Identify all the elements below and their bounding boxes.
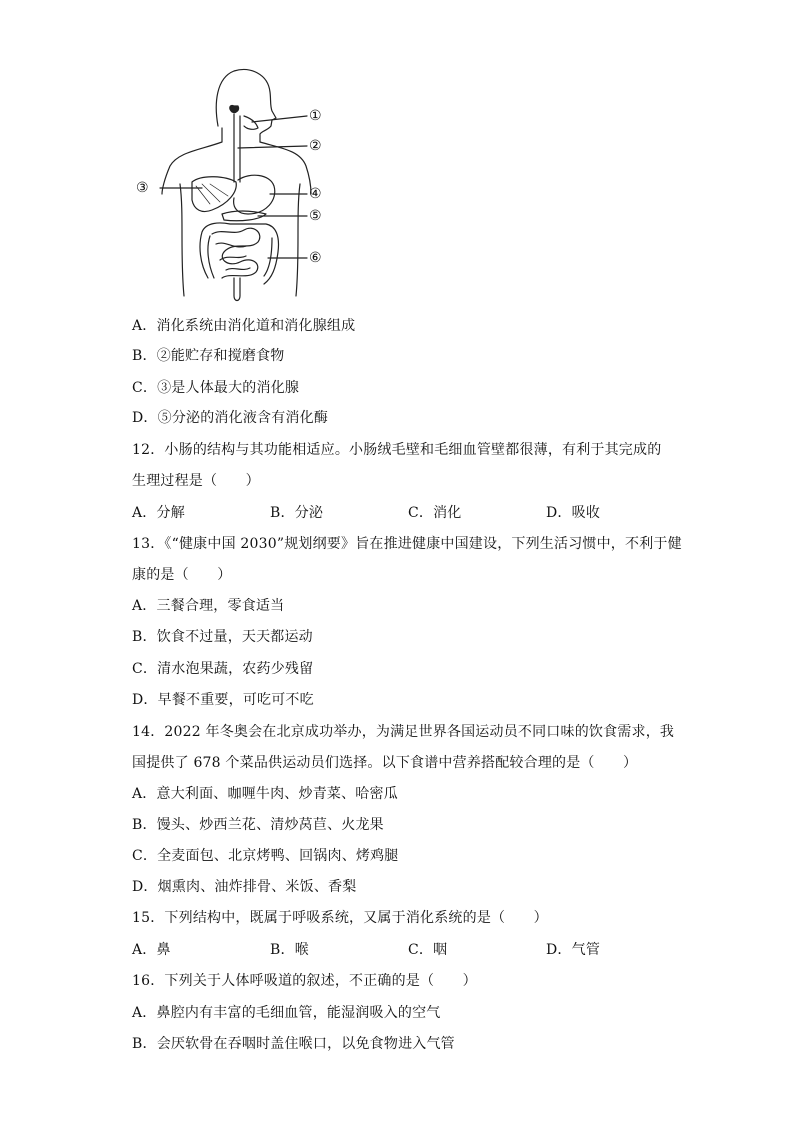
q13-option-c: C．清水泡果蔬，农药少残留 <box>132 661 314 677</box>
q11-option-a: A．消化系统由消化道和消化腺组成 <box>132 318 356 334</box>
q16-option-b: B．会厌软骨在吞咽时盖住喉口，以免食物进入气管 <box>132 1036 455 1052</box>
q15-option-b: B．喉 <box>270 942 309 958</box>
digestive-system-diagram <box>130 64 330 304</box>
q14-option-a: A．意大利面、咖喱牛肉、炒青菜、哈密瓜 <box>132 786 398 802</box>
q15-option-d: D．气管 <box>546 942 601 958</box>
figure-label-4: ④ <box>309 186 322 202</box>
q12-option-a: A．分解 <box>132 505 185 521</box>
q11-option-c: C．③是人体最大的消化腺 <box>132 380 300 396</box>
q12-stem-line1: 12．小肠的结构与其功能相适应。小肠绒毛壁和毛细血管壁都很薄，有利于其完成的 <box>132 442 662 458</box>
q13-option-d: D．早餐不重要，可吃可不吃 <box>132 692 314 708</box>
q11-option-d: D．⑤分泌的消化液含有消化酶 <box>132 410 329 426</box>
digestive-system-illustration <box>130 64 330 304</box>
q15-option-a: A．鼻 <box>132 942 171 958</box>
figure-label-5: ⑤ <box>309 208 322 224</box>
figure-label-1: ① <box>309 108 322 124</box>
q16-stem-line1: 16．下列关于人体呼吸道的叙述，不正确的是（ ） <box>132 973 477 989</box>
q12-option-b: B．分泌 <box>270 505 324 521</box>
q12-stem-line2: 生理过程是（ ） <box>132 473 260 489</box>
figure-label-3: ③ <box>136 180 149 196</box>
q14-stem-line1: 14．2022 年冬奥会在北京成功举办，为满足世界各国运动员不同口味的饮食需求，我 <box>132 724 675 740</box>
q14-option-b: B．馒头、炒西兰花、清炒莴苣、火龙果 <box>132 817 384 833</box>
q11-option-b: B．②能贮存和搅磨食物 <box>132 348 285 364</box>
q15-stem-line1: 15．下列结构中，既属于呼吸系统，又属于消化系统的是（ ） <box>132 910 548 926</box>
q13-stem-line2: 康的是（ ） <box>132 567 232 583</box>
q14-option-c: C．全麦面包、北京烤鸭、回锅肉、烤鸡腿 <box>132 848 399 864</box>
q12-option-d: D．吸收 <box>546 505 601 521</box>
q16-option-a: A．鼻腔内有丰富的毛细血管，能湿润吸入的空气 <box>132 1005 441 1021</box>
q12-option-c: C．消化 <box>408 505 462 521</box>
figure-label-2: ② <box>309 138 322 154</box>
q13-option-b: B．饮食不过量，天天都运动 <box>132 629 313 645</box>
q15-option-c: C．咽 <box>408 942 448 958</box>
q13-option-a: A．三餐合理，零食适当 <box>132 598 285 614</box>
q15-options-row <box>132 940 600 960</box>
q14-stem-line2: 国提供了 678 个菜品供运动员们选择。以下食谱中营养搭配较合理的是（ ） <box>132 755 638 771</box>
figure-label-6: ⑥ <box>309 250 322 266</box>
q12-options-row <box>132 503 600 523</box>
q13-stem-line1: 13．《“健康中国 2030”规划纲要》旨在推进健康中国建设，下列生活习惯中，不利于健 <box>132 536 682 552</box>
q14-option-d: D．烟熏肉、油炸排骨、米饭、香梨 <box>132 879 357 895</box>
